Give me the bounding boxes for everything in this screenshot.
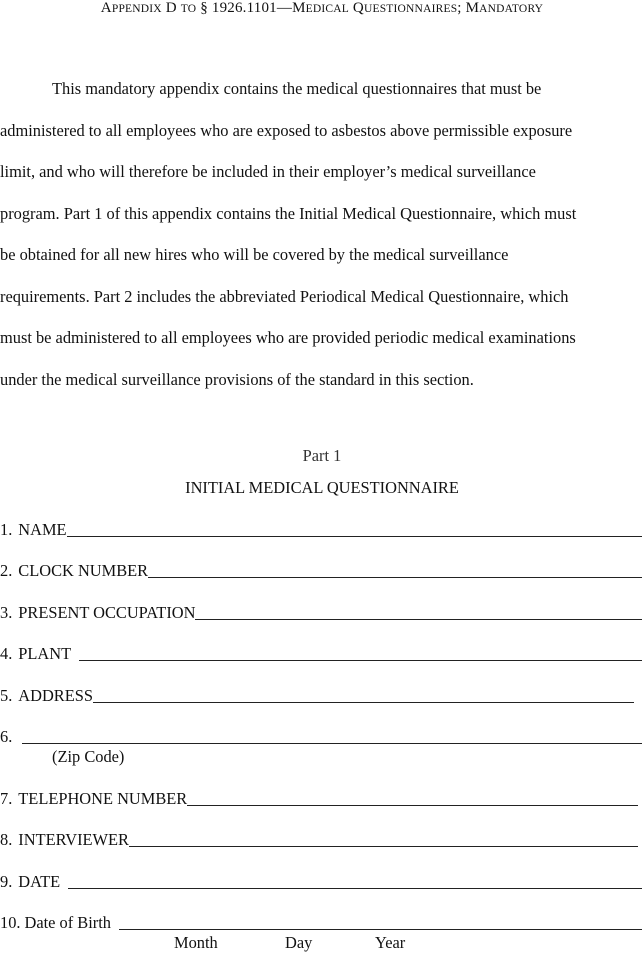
appendix-heading: APPENDIX D TO § 1926.1101—MEDICAL QUESTIONNAIRES; MANDATORY xyxy=(100,0,544,16)
field-number: 10. xyxy=(0,913,21,932)
field-address[interactable] xyxy=(0,686,634,706)
field-number: 7. xyxy=(0,789,13,808)
field-number: 6. xyxy=(0,727,13,746)
intro-line: must be administered to all employees who are provided periodic medical examinations xyxy=(0,328,576,347)
field-number: 1. xyxy=(0,520,13,539)
zip-code-label: (Zip Code) xyxy=(52,747,125,766)
field-date[interactable] xyxy=(0,872,642,892)
date-of-birth-input-line[interactable] xyxy=(119,928,642,930)
field-number: 3. xyxy=(0,603,13,622)
field-label: PLANT xyxy=(18,644,72,663)
name-input-line[interactable] xyxy=(67,535,642,537)
clock-number-input-line[interactable] xyxy=(148,576,642,578)
field-label: TELEPHONE NUMBER xyxy=(18,789,188,808)
field-clock-number[interactable] xyxy=(0,561,642,581)
field-label: ADDRESS xyxy=(18,686,93,705)
field-label: PRESENT OCCUPATION xyxy=(18,603,196,622)
plant-input-line[interactable] xyxy=(79,659,642,661)
intro-line: be obtained for all new hires who will be covered by the medical surveillance xyxy=(0,245,509,264)
dob-month-label: Month xyxy=(174,933,218,952)
part-label: Part 1 xyxy=(302,446,342,465)
field-present-occupation[interactable] xyxy=(0,603,642,623)
occupation-input-line[interactable] xyxy=(195,618,642,620)
intro-line: limit, and who will therefore be included in their employer’s medical surveillance xyxy=(0,162,536,181)
field-name[interactable] xyxy=(0,520,642,540)
intro-line: under the medical surveillance provisions of the standard in this section. xyxy=(0,370,474,389)
field-plant[interactable] xyxy=(0,644,642,664)
field-interviewer[interactable] xyxy=(0,830,638,850)
field-label: Date of Birth xyxy=(24,913,111,932)
intro-line: requirements. Part 2 includes the abbreviated Periodical Medical Questionnaire, which xyxy=(0,287,569,306)
date-input-line[interactable] xyxy=(68,887,642,889)
intro-line: This mandatory appendix contains the medical questionnaires that must be xyxy=(52,79,542,98)
form-title: INITIAL MEDICAL QUESTIONNAIRE xyxy=(185,478,459,497)
intro-line: administered to all employees who are exposed to asbestos above permissible exposure xyxy=(0,121,573,140)
address-input-line[interactable] xyxy=(93,701,634,703)
field-number: 9. xyxy=(0,872,13,891)
field-date-of-birth[interactable] xyxy=(0,913,642,933)
field-number: 2. xyxy=(0,561,13,580)
dob-year-label: Year xyxy=(375,933,406,952)
interviewer-input-line[interactable] xyxy=(129,845,638,847)
field-number: 8. xyxy=(0,830,13,849)
field-telephone-number[interactable] xyxy=(0,789,638,809)
field-number: 4. xyxy=(0,644,13,663)
field-label: DATE xyxy=(18,872,61,891)
telephone-input-line[interactable] xyxy=(187,804,638,806)
address-line-2-input-line[interactable] xyxy=(22,742,642,744)
field-address-line-2[interactable] xyxy=(0,727,642,747)
field-label: CLOCK NUMBER xyxy=(18,561,149,580)
field-label: NAME xyxy=(18,520,67,539)
field-number: 5. xyxy=(0,686,13,705)
dob-day-label: Day xyxy=(285,933,313,952)
intro-line: program. Part 1 of this appendix contains the Initial Medical Questionnaire, which must xyxy=(0,204,577,223)
field-label: INTERVIEWER xyxy=(18,830,129,849)
